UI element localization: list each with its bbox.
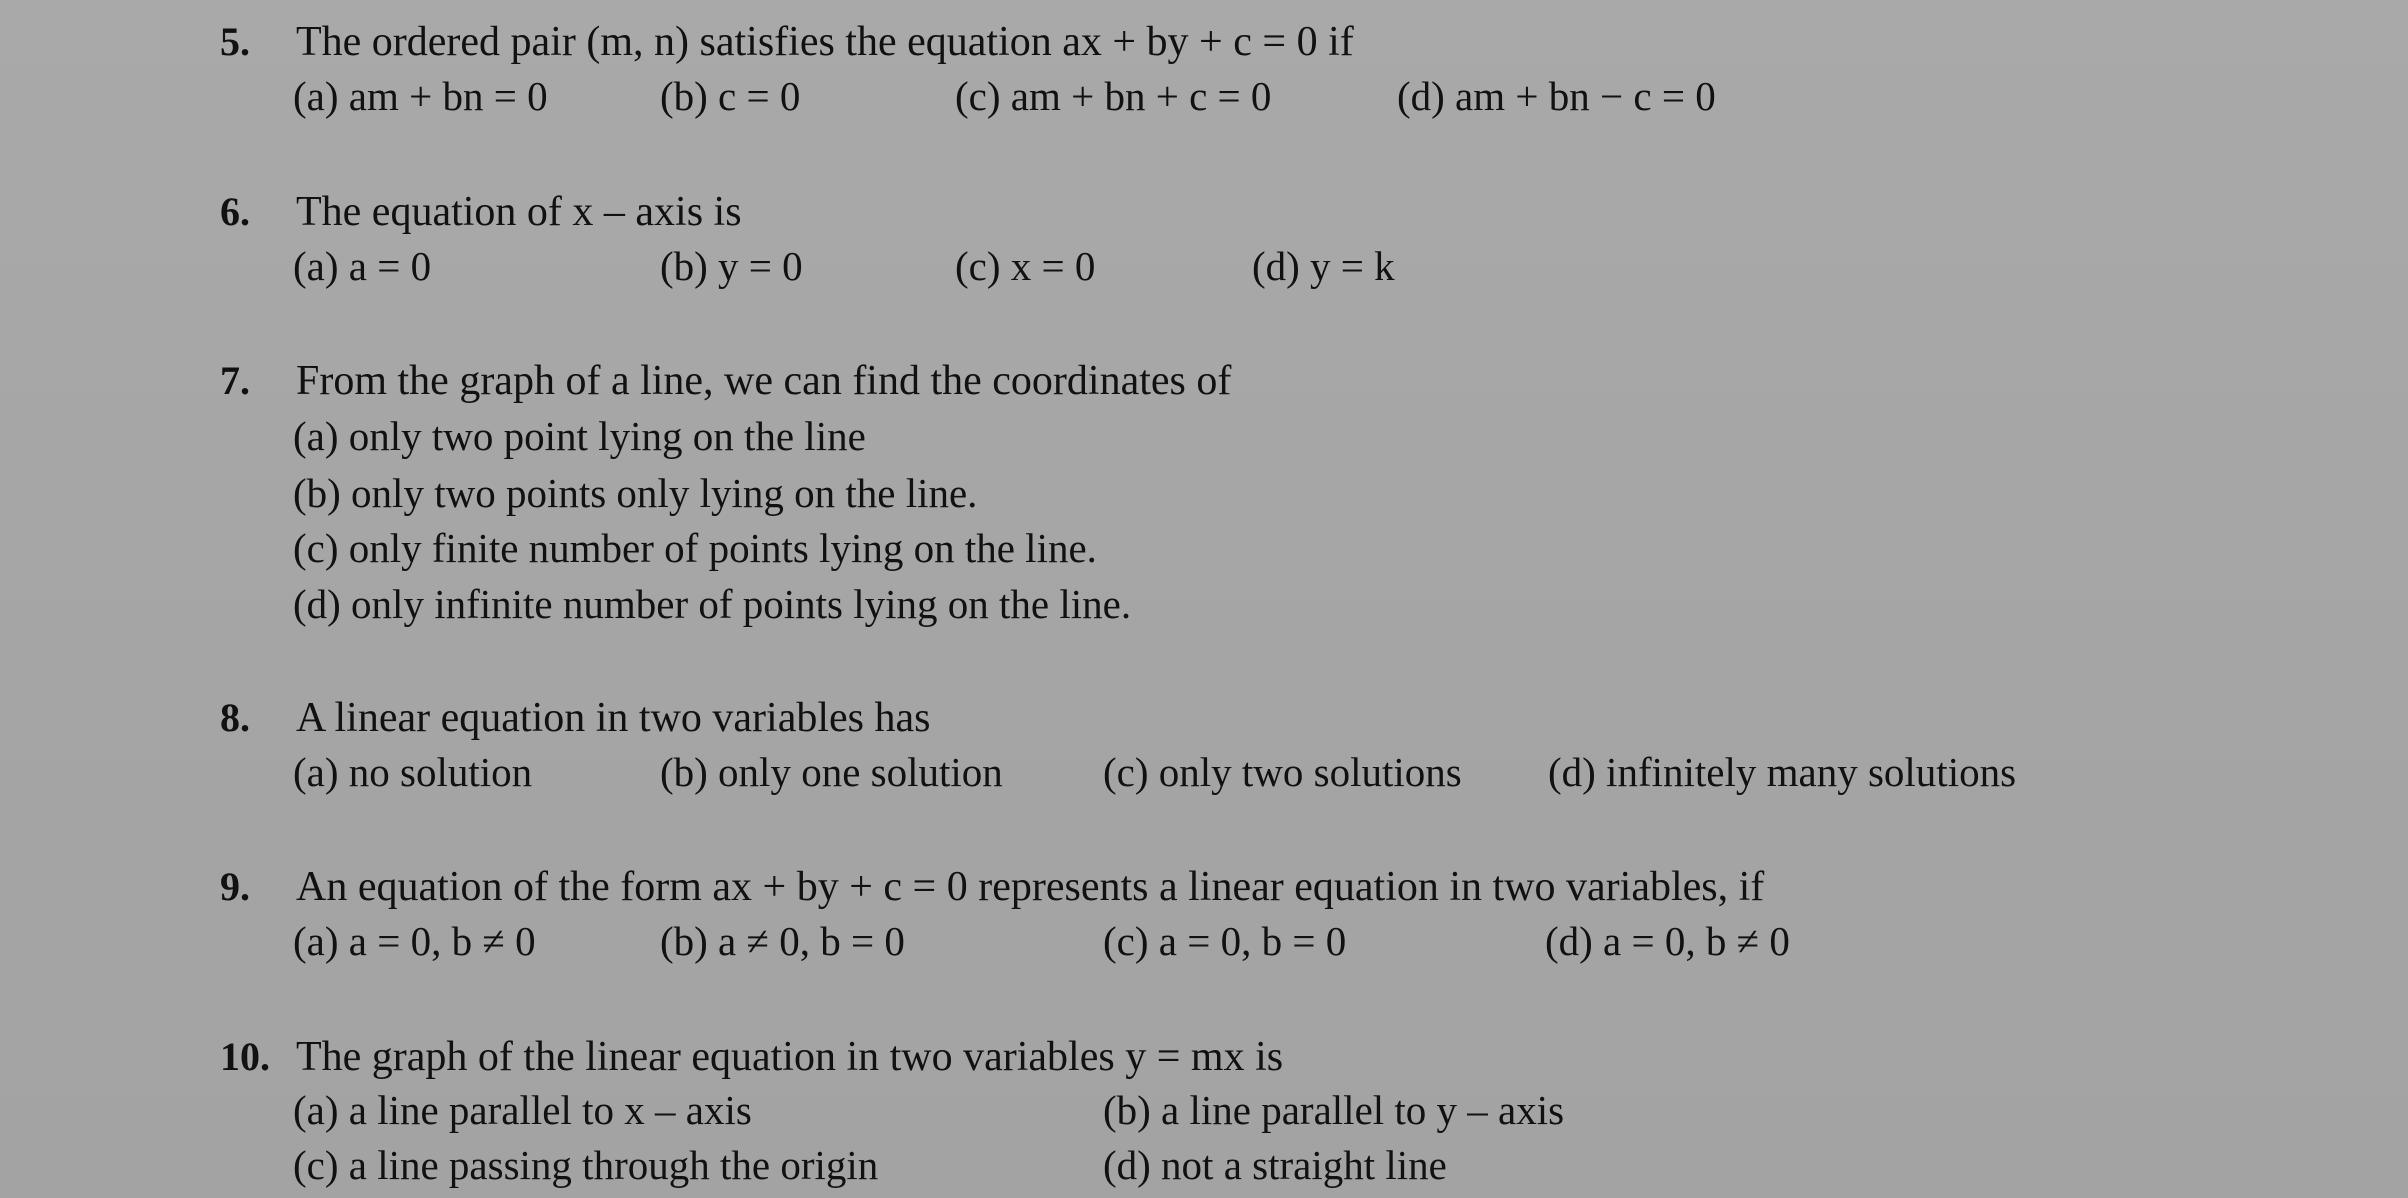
option-c: (c) am + bn + c = 0: [955, 73, 1272, 119]
question-number: 5.: [220, 19, 250, 64]
question-text: The equation of x – axis is: [296, 189, 742, 235]
option-c: (c) only finite number of points lying on the line.: [293, 525, 1097, 571]
option-b: (b) a line parallel to y – axis: [1103, 1087, 1565, 1133]
option-d: (d) a = 0, b ≠ 0: [1545, 918, 1790, 964]
question-text: The ordered pair (m, n) satisfies the equation ax + by + c = 0 if: [296, 19, 1354, 65]
option-d: (d) y = k: [1252, 243, 1395, 289]
option-a: (a) a = 0, b ≠ 0: [293, 918, 536, 964]
question-text: An equation of the form ax + by + c = 0 represents a linear equation in two variables, if: [296, 864, 1765, 910]
question-number: 8.: [220, 695, 250, 740]
question-text: A linear equation in two variables has: [296, 695, 931, 741]
question-number: 6.: [220, 189, 250, 234]
question-text: From the graph of a line, we can find the coordinates of: [296, 358, 1232, 404]
option-a: (a) no solution: [293, 749, 533, 795]
option-c: (c) x = 0: [955, 243, 1096, 289]
option-d: (d) am + bn − c = 0: [1397, 73, 1716, 119]
option-a: (a) a line parallel to x – axis: [293, 1087, 752, 1133]
option-b: (b) only two points only lying on the line.: [293, 470, 978, 516]
option-b: (b) c = 0: [660, 73, 801, 119]
option-d: (d) infinitely many solutions: [1548, 749, 2017, 795]
option-b: (b) y = 0: [660, 243, 803, 289]
option-a: (a) only two point lying on the line: [293, 413, 866, 459]
option-c: (c) a line passing through the origin: [293, 1142, 879, 1188]
option-d: (d) only infinite number of points lying on the line.: [293, 581, 1132, 627]
option-a: (a) am + bn = 0: [293, 73, 548, 119]
question-number: 7.: [220, 358, 250, 403]
option-a: (a) a = 0: [293, 243, 432, 289]
question-number: 9.: [220, 864, 250, 909]
option-c: (c) a = 0, b = 0: [1103, 918, 1347, 964]
option-b: (b) only one solution: [660, 749, 1003, 795]
option-d: (d) not a straight line: [1103, 1142, 1447, 1188]
option-c: (c) only two solutions: [1103, 749, 1462, 795]
question-text: The graph of the linear equation in two variables y = mx is: [296, 1034, 1284, 1080]
question-number: 10.: [220, 1034, 270, 1079]
option-b: (b) a ≠ 0, b = 0: [660, 918, 905, 964]
